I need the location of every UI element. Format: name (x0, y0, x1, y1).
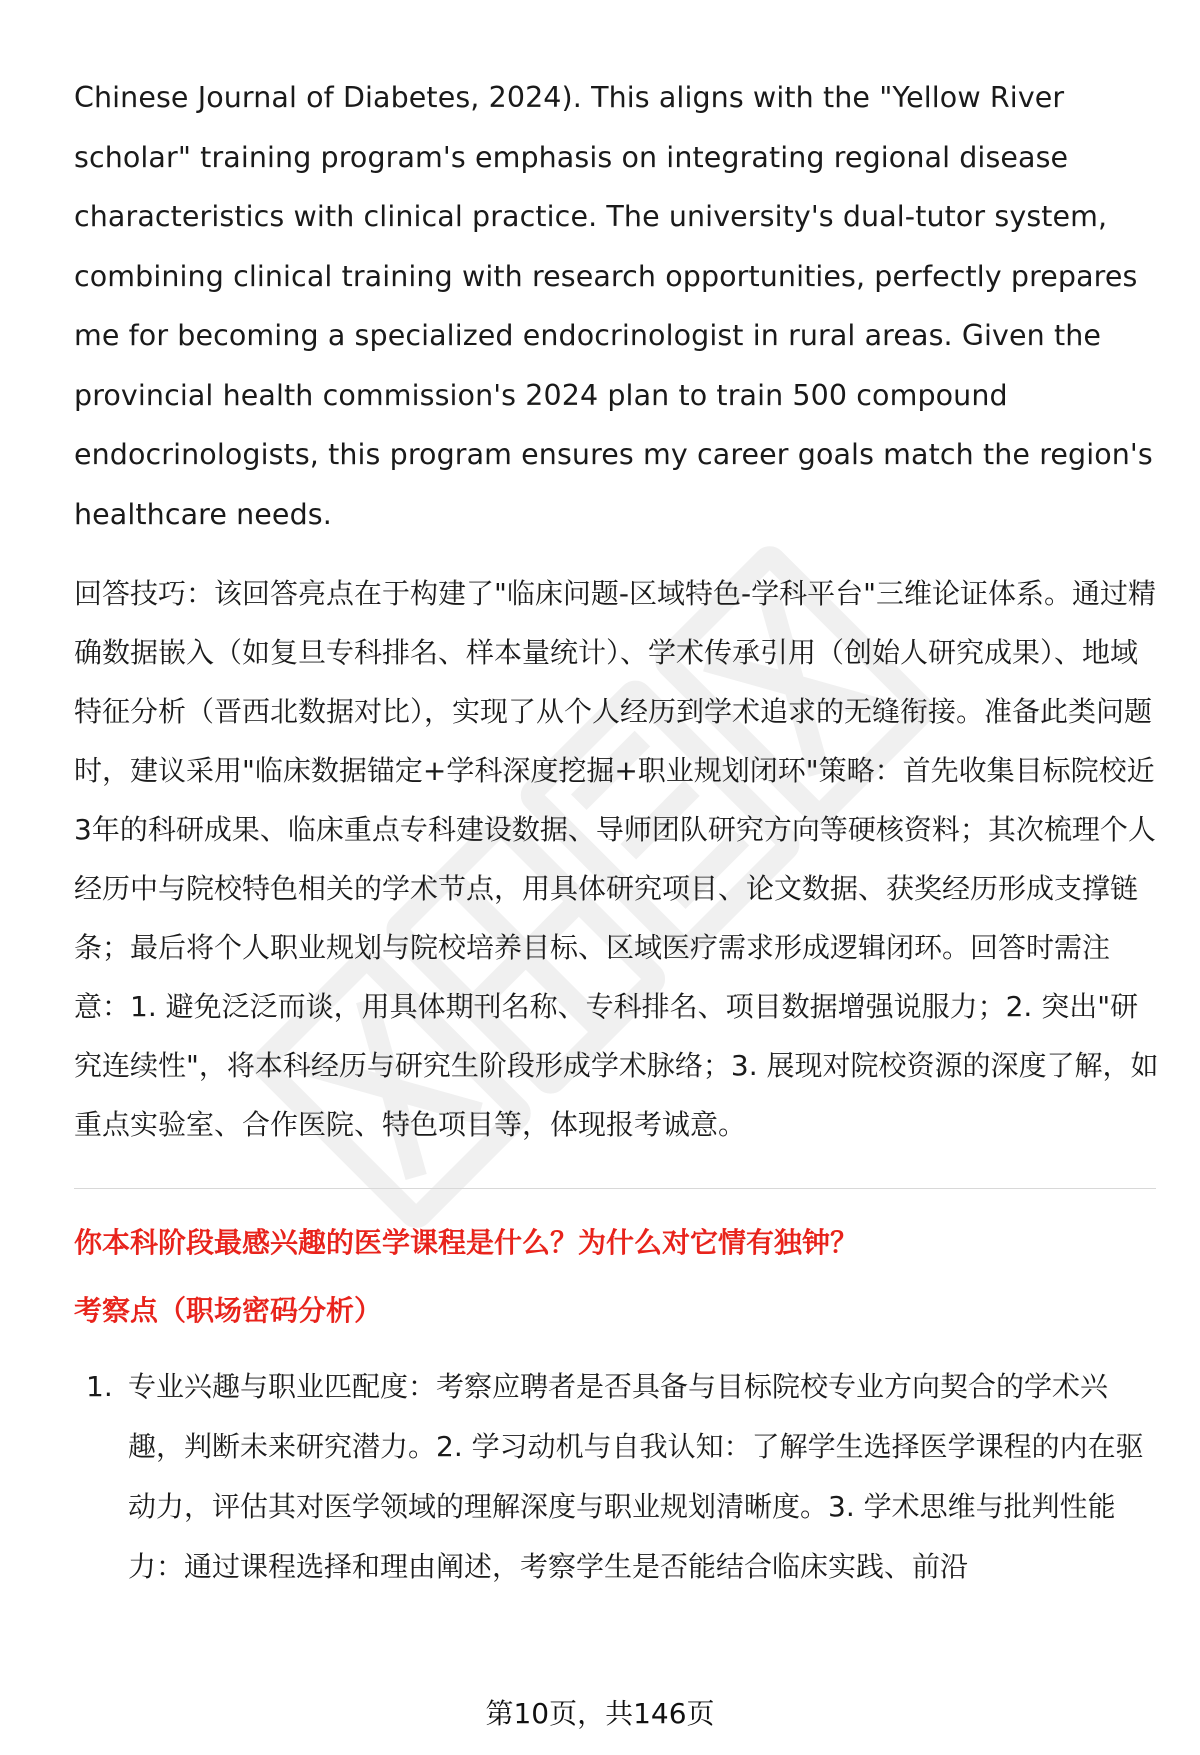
answer-tips-paragraph: 回答技巧：该回答亮点在于构建了"临床问题-区域特色-学科平台"三维论证体系。通过精确数据嵌入（如复旦专科排名、样本量统计）、学术传承引用（创始人研究成果）、地域特征分析（晋西北数据对比），实现了从个人经历到学术追求的无缝衔接。准备此类问题时，建议采用"临床数据锚定+学科深度挖掘+职业规划闭环"策略：首先收集目标院校近3年的科研成果、临床重点专科建设数据、导师团队研究方向等硬核资料；其次梳理个人经历中与院校特色相关的学术节点，用具体研究项目、论文数据、获奖经历形成支撑链条；最后将个人职业规划与院校培养目标、区域医疗需求形成逻辑闭环。回答时需注意：1. 避免泛泛而谈，用具体期刊名称、专科排名、项目数据增强说服力；2. 突出"研究连续性"，将本科经历与研究生阶段形成学术脉络；3. 展现对院校资源的深度了解，如重点实验室、合作医院、特色项目等，体现报考诚意。 (74, 577, 1159, 1141)
english-paragraph: Chinese Journal of Diabetes, 2024). This aligns with the "Yellow River scholar" training program's emphasis on integrating regional disease characteristics with clinical practice. The university's dual-tutor system, combining clinical training with research opportunities, perfectly prepares me for becoming a specialized endocrinologist in rural areas. Given the provincial health commission's 2024 plan to train 500 compound endocrinologists, this program ensures my career goals match the region's healthcare needs. (74, 81, 1153, 531)
page-number-footer: 第10页，共146页 (485, 1697, 715, 1730)
assessment-points-list (74, 1357, 1160, 1597)
assessment-points-heading: 考察点（职场密码分析） (74, 1294, 383, 1327)
list-item-text: 专业兴趣与职业匹配度：考察应聘者是否具备与目标院校专业方向契合的学术兴趣，判断未来研究潜力。2. 学习动机与自我认知：了解学生选择医学课程的内在驱动力，评估其对医学领域的理解深度与职业规划清晰度。3. 学术思维与批判性能力：通过课程选择和理由阐述，考察学生是否能结合临床实践、前沿 (128, 1370, 1144, 1583)
list-item-number: 1. (86, 1370, 113, 1403)
question-title: 你本科阶段最感兴趣的医学课程是什么？为什么对它情有独钟？ (74, 1226, 859, 1259)
list-item (74, 1357, 1160, 1597)
section-divider (74, 1188, 1156, 1189)
page-content (74, 68, 1160, 1597)
